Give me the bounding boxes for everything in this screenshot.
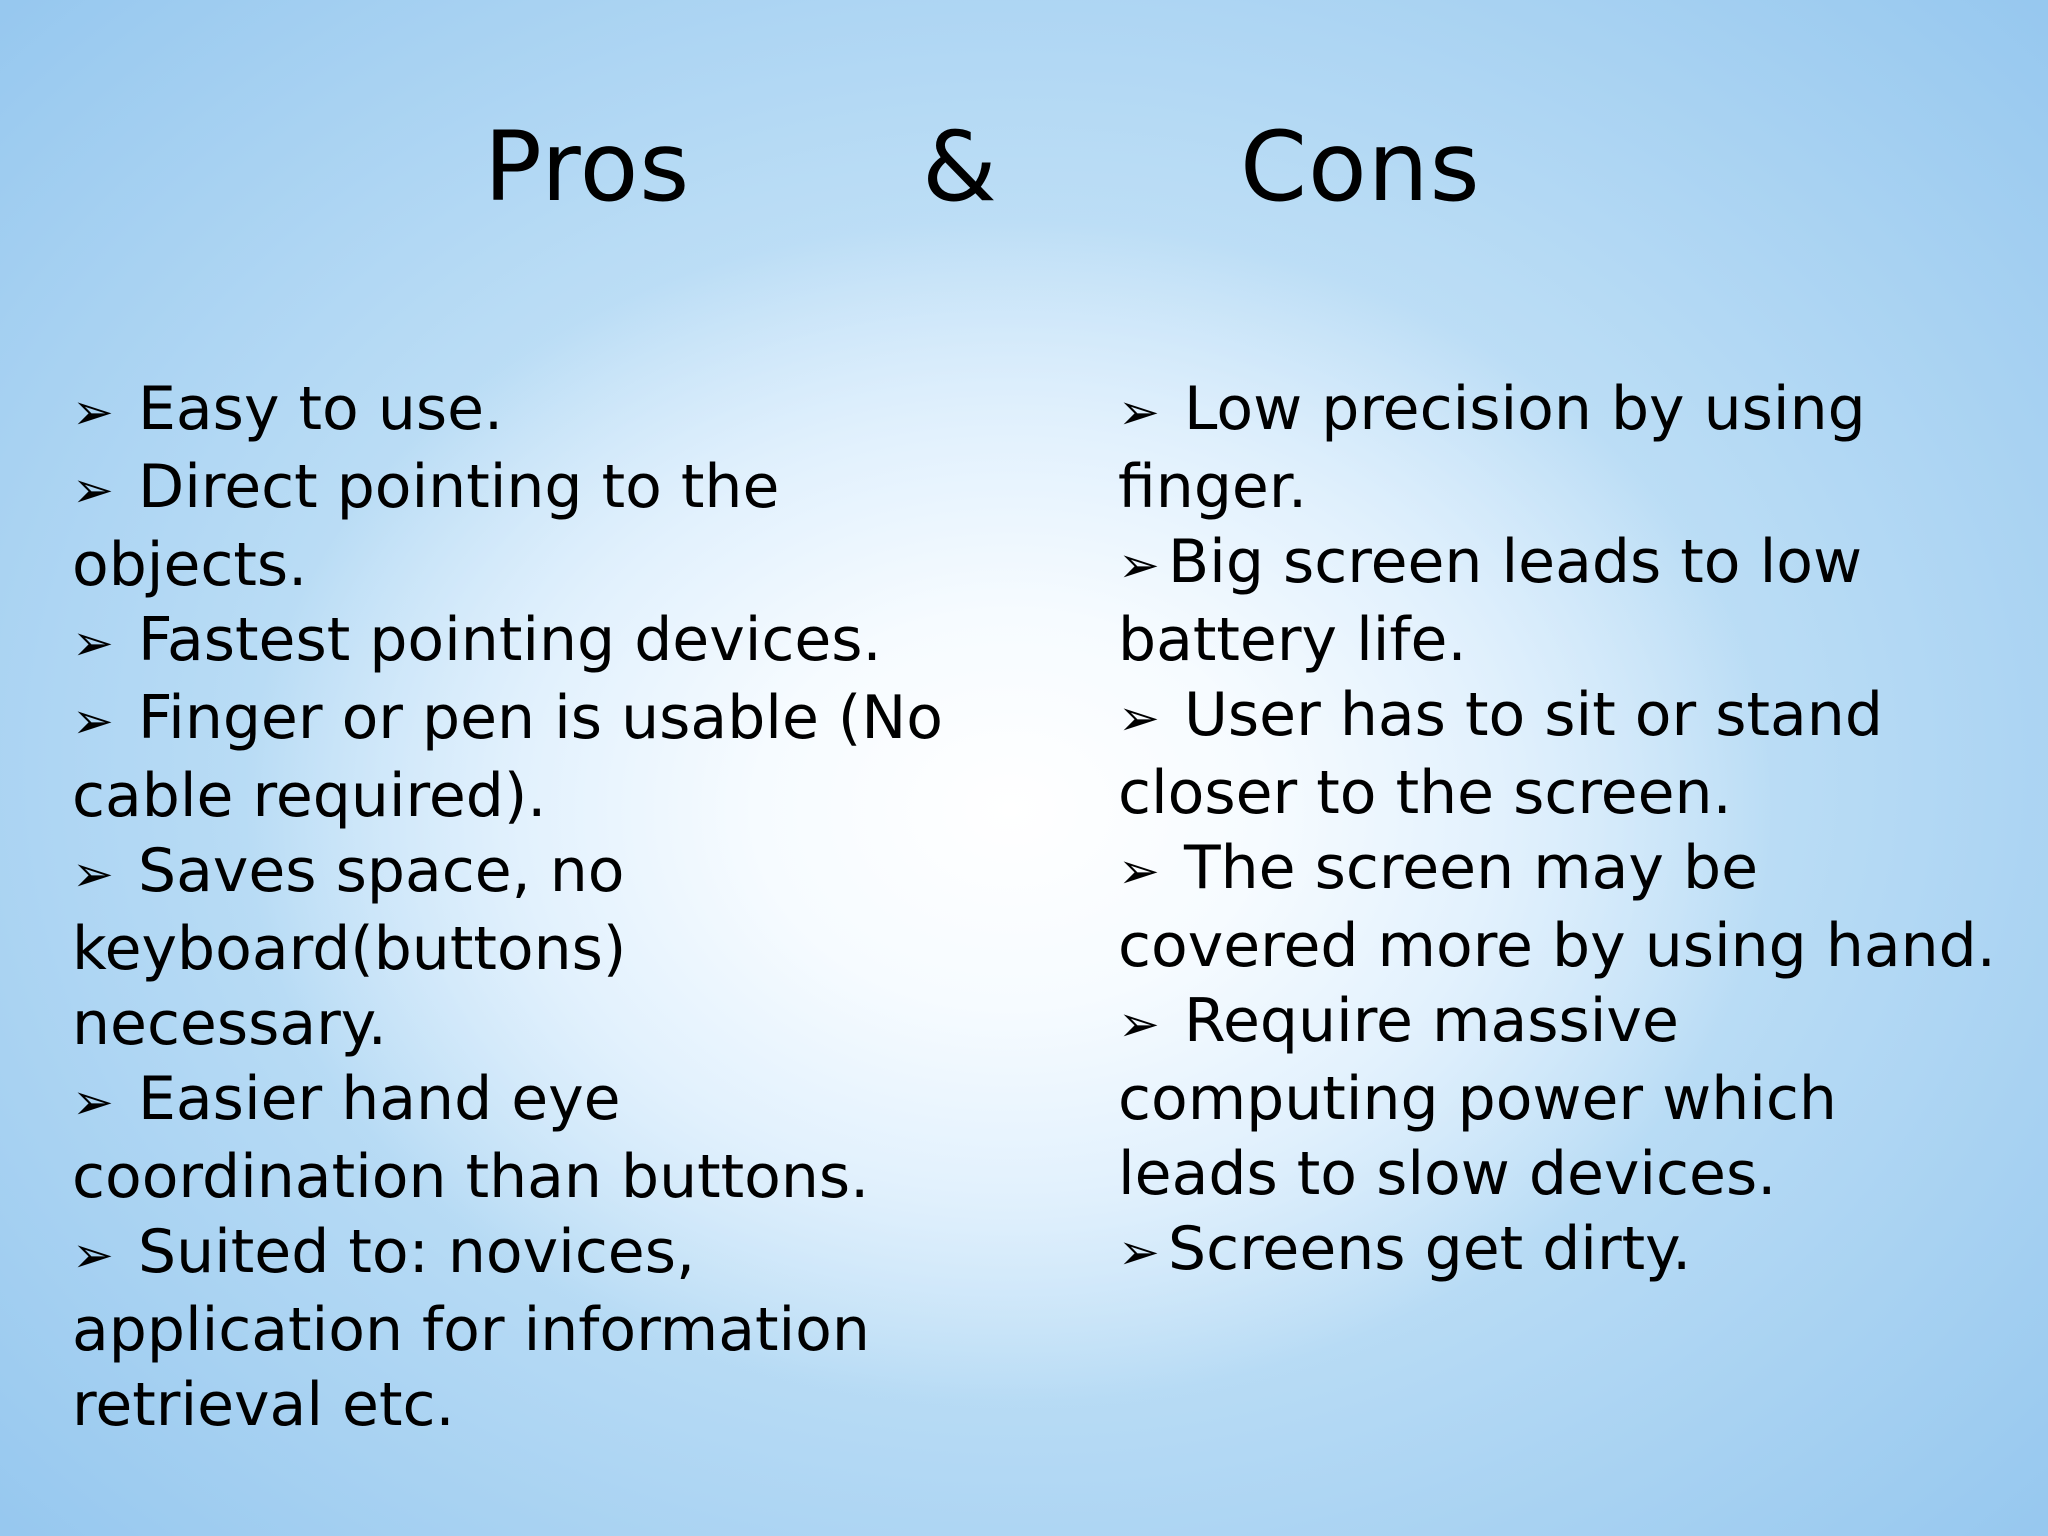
cons-item-text: User has to sit or stand closer to the screen. [1118,680,1883,828]
title-ampersand: & [922,111,998,223]
pros-item [72,681,952,834]
pros-item [72,603,952,681]
arrowhead-bullet-icon: ➢ [72,692,114,750]
pros-item-text: Saves space, no keyboard(buttons) necessary. [72,836,627,1059]
title-cons: Cons [1240,111,1481,223]
arrowhead-bullet-icon: ➢ [72,845,114,903]
arrowhead-bullet-icon: ➢ [1118,383,1160,441]
pros-item [72,450,952,603]
pros-item [72,1215,952,1443]
cons-item [1118,372,2018,525]
cons-item [1118,1212,2018,1290]
pros-item-text: Direct pointing to the objects. [72,452,780,600]
arrowhead-bullet-icon: ➢ [72,1073,114,1131]
cons-item-text: The screen may be covered more by using hand. [1118,833,1996,981]
arrowhead-bullet-icon: ➢ [72,1226,114,1284]
cons-item-text: Big screen leads to low battery life. [1118,527,1863,675]
cons-item-text: Screens get dirty. [1168,1214,1692,1284]
cons-item [1118,831,2018,984]
arrowhead-bullet-icon: ➢ [1118,995,1160,1053]
pros-item-text: Easier hand eye coordination than buttons. [72,1064,870,1212]
arrowhead-bullet-icon: ➢ [72,461,114,519]
arrowhead-bullet-icon: ➢ [1118,842,1160,900]
arrowhead-bullet-icon: ➢ [1118,536,1160,594]
arrowhead-bullet-icon: ➢ [1118,689,1160,747]
pros-item-text: Finger or pen is usable (No cable required). [72,683,943,831]
pros-item-text: Fastest pointing devices. [138,605,882,675]
arrowhead-bullet-icon: ➢ [72,383,114,441]
cons-item [1118,984,2018,1212]
pros-item-text: Easy to use. [138,374,504,444]
arrowhead-bullet-icon: ➢ [1118,1223,1160,1281]
arrowhead-bullet-icon: ➢ [72,614,114,672]
cons-item [1118,525,2018,678]
slide-title [0,112,2048,222]
pros-item [72,1062,952,1215]
pros-list [72,372,952,1443]
pros-item [72,372,952,450]
cons-list [1118,372,2018,1290]
cons-item-text: Require massive computing power which leads to slow devices. [1118,986,1837,1209]
cons-item-text: Low precision by using finger. [1118,374,1866,522]
cons-item [1118,678,2018,831]
title-pros: Pros [484,111,691,223]
pros-item [72,834,952,1062]
pros-item-text: Suited to: novices, application for information retrieval etc. [72,1217,870,1440]
